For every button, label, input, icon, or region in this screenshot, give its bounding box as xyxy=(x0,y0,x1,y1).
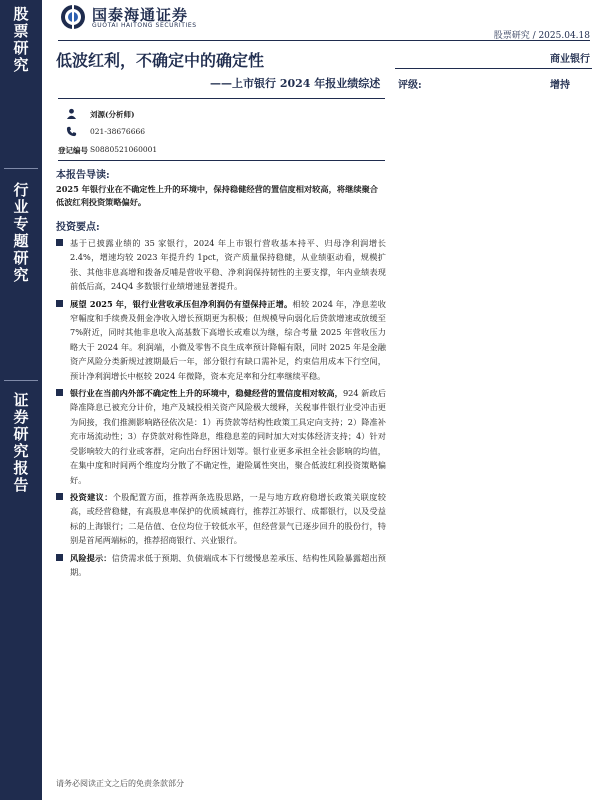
point-text: 基于已披露业绩的 35 家银行，2024 年上市银行营收基本持平、归母净利润增长 2.4%，增速均较 2023 年提升约 1pct，资产质量保持稳健，从业绩驱动看，规模扩张、其他非息高增和拨备反哺是营收平稳、净利润保持韧性的主要支撑，年内业绩表现前低后高，24Q4 多数银行业绩增速显著提升。 xyxy=(70,238,386,292)
report-type-date: 股票研究 / 2025.04.18 xyxy=(493,31,590,41)
point-text: 相较 2024 年，净息差收窄幅度和手续费及佣金净收入增长预期更为积极；但规模导向弱化后贷款增速或放缓至 7%附近，同时其他非息收入高基数下高增长或难以为继，综合考量 2025 年营收压力略大于 2024 年。利润端，小微及零售不良生成率预计降幅有限，同时 2025 年是金融资产风险分类新规过渡期最后一年，部分银行有缺口需补足，约束信用成本下行空间，预计净利润增长中枢较 2024 年微降，资本充足率和分红率继续平稳。 xyxy=(70,298,386,381)
bullet-icon xyxy=(56,493,63,500)
sidebar-char: 专 xyxy=(13,215,29,233)
phone-icon xyxy=(66,126,77,137)
sidebar-char: 证 xyxy=(13,391,29,409)
registration-label: 登记编号 xyxy=(58,146,88,155)
sidebar-char: 研 xyxy=(13,39,29,57)
report-title: 低波红利，不确定中的确定性 xyxy=(56,51,265,70)
brand-name-cn: 国泰海通证券 xyxy=(92,6,189,24)
sidebar-divider xyxy=(4,380,38,381)
analyst-phone: 021-38676666 xyxy=(90,127,146,136)
guide-text: 2025 年银行业在不确定性上升的环境中，保持稳健经营的置信度相对较高，将继续聚合低波红利投资策略偏好。 xyxy=(56,184,378,207)
author-block xyxy=(58,104,258,160)
analyst-name: 刘源(分析师) xyxy=(90,110,135,119)
sidebar-char: 究 xyxy=(13,266,29,284)
sidebar-char: 业 xyxy=(13,198,29,216)
list-item xyxy=(56,297,386,383)
sidebar-char: 告 xyxy=(13,476,29,494)
page-header xyxy=(42,0,600,41)
bullet-icon xyxy=(56,389,63,396)
title-divider xyxy=(58,98,385,99)
bullet-icon xyxy=(56,300,63,307)
sidebar-label-industry-research xyxy=(0,182,42,284)
point-text: 924 新政后降准降息已被充分计价，地产及城投相关资产风险极大缓释，关税事件银行业受冲击更为间接，我们推测影响路径依次是：1）再贷款等结构性政策工具定向支持；2）降准补充市场流动性；3）存贷款对称性降息，维稳息差的同时加大对实体经济支持；4）针对受影响较大的行业或客群，定向出台纾困计划等。银行业更多承担全社会影响的均值，在集中度和时间两个维度均分散了不确定性，避险属性突出，聚合低波红利投资策略偏好。 xyxy=(70,388,386,485)
sidebar-label-securities-report xyxy=(0,392,42,494)
brand-logo-icon xyxy=(60,4,86,30)
point-text: 个股配置方面，推荐两条选股思路，一是与地方政府稳增长政策关联度较高，或经营稳健，有高股息率保护的优质城商行，推荐江苏银行、成都银行，以及受益标的上海银行；二是估值、仓位均位于较低水平，但经营景气已逐步回升的股份行，特别是首尾两端标的，推荐招商银行、兴业银行。 xyxy=(70,491,386,546)
sidebar xyxy=(0,0,42,800)
list-item xyxy=(56,236,386,294)
point-lead: 风险提示： xyxy=(70,552,112,563)
industry-label: 商业银行 xyxy=(550,54,590,65)
investment-points xyxy=(56,236,386,582)
header-divider xyxy=(58,40,590,41)
points-heading: 投资要点: xyxy=(56,222,100,233)
point-lead: 展望 2025 年，银行业营收承压但净利润仍有望保持正增。 xyxy=(70,298,293,309)
person-icon xyxy=(66,108,77,119)
sidebar-char: 股 xyxy=(13,5,29,23)
report-subtitle: ——上市银行 2024 年报业绩综述 xyxy=(210,77,381,90)
brand-name-en: GUOTAI HAITONG SECURITIES xyxy=(92,22,197,29)
registration-number: S0880521060001 xyxy=(90,145,158,154)
point-lead: 投资建议： xyxy=(70,491,113,502)
sidebar-label-stock-research xyxy=(0,6,42,74)
sidebar-divider xyxy=(4,168,38,169)
sidebar-char: 究 xyxy=(13,56,29,74)
rating-label: 评级: xyxy=(398,80,422,91)
rating-value: 增持 xyxy=(550,80,570,91)
sidebar-char: 题 xyxy=(13,232,29,250)
sidebar-char: 研 xyxy=(13,425,29,443)
bullet-icon xyxy=(56,554,63,561)
disclaimer-footer: 请务必阅读正文之后的免责条款部分 xyxy=(56,779,184,788)
sidebar-char: 究 xyxy=(13,442,29,460)
point-text: 信贷需求低于预期、负债端成本下行缓慢息差承压、结构性风险暴露超出预期。 xyxy=(70,552,386,577)
author-divider xyxy=(58,160,385,161)
rating-divider xyxy=(395,68,592,69)
sidebar-char: 券 xyxy=(13,408,29,426)
point-lead: 银行业在当前内外部不确定性上升的环境中，稳健经营的置信度相对较高， xyxy=(70,388,343,399)
list-item xyxy=(56,490,386,548)
sidebar-char: 研 xyxy=(13,249,29,267)
list-item xyxy=(56,551,386,580)
sidebar-char: 报 xyxy=(13,459,29,477)
list-item xyxy=(56,386,386,487)
sidebar-char: 行 xyxy=(13,181,29,199)
sidebar-char: 票 xyxy=(13,22,29,40)
bullet-icon xyxy=(56,239,63,246)
guide-heading: 本报告导读: xyxy=(56,170,110,181)
